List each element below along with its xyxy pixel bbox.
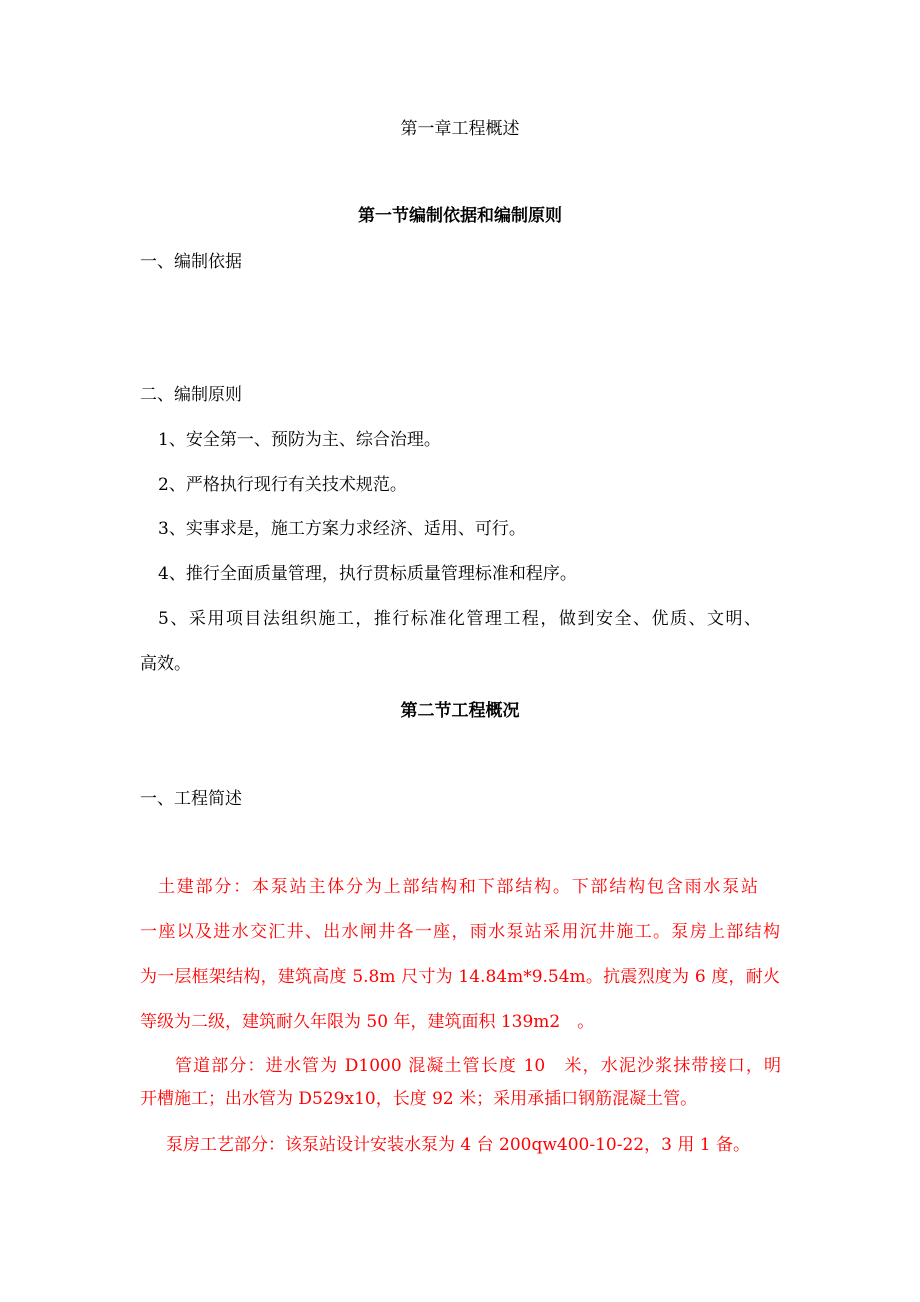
overview-heading: 一、工程简述	[140, 789, 242, 809]
civil-paragraph-line: 为一层框架结构，建筑高度 5.8m 尺寸为 14.84m*9.54m。抗震烈度为 6 度，耐火	[140, 967, 780, 987]
section-2-title: 第二节工程概况	[400, 701, 520, 721]
principles-heading: 二、编制原则	[140, 385, 242, 405]
pipe-paragraph-line: 开槽施工；出水管为 D529x10，长度 92 米；采用承插口钢筋混凝土管。	[140, 1089, 698, 1109]
principle-item: 1、安全第一、预防为主、综合治理。	[158, 430, 441, 450]
civil-paragraph-line: 土建部分：本泵站主体分为上部结构和下部结构。下部结构包含雨水泵站	[158, 877, 758, 897]
civil-paragraph-line: 等级为二级，建筑耐久年限为 50 年，建筑面积 139m2 。	[140, 1012, 595, 1032]
civil-paragraph-line: 一座以及进水交汇井、出水闸井各一座，雨水泵站采用沉井施工。泵房上部结构	[140, 922, 780, 942]
principle-item: 5、采用项目法组织施工，推行标准化管理工程，做到安全、优质、文明、	[158, 609, 761, 629]
basis-heading: 一、编制依据	[140, 252, 242, 272]
section-1-title: 第一节编制依据和编制原则	[358, 206, 562, 226]
principle-item: 2、严格执行现行有关技术规范。	[158, 475, 407, 495]
process-paragraph-line: 泵房工艺部分：该泵站设计安装水泵为 4 台 200qw400-10-22，3 用 1 备。	[166, 1135, 750, 1155]
principle-item: 3、实事求是，施工方案力求经济、适用、可行。	[158, 519, 526, 539]
pipe-paragraph-line: 管道部分：进水管为 D1000 混凝土管长度 10 米，水泥沙浆抹带接口，明	[175, 1056, 781, 1076]
principle-item: 4、推行全面质量管理，执行贯标质量管理标准和程序。	[158, 564, 577, 584]
principle-continuation: 高效。	[140, 654, 191, 674]
chapter-title: 第一章工程概述	[400, 119, 520, 139]
